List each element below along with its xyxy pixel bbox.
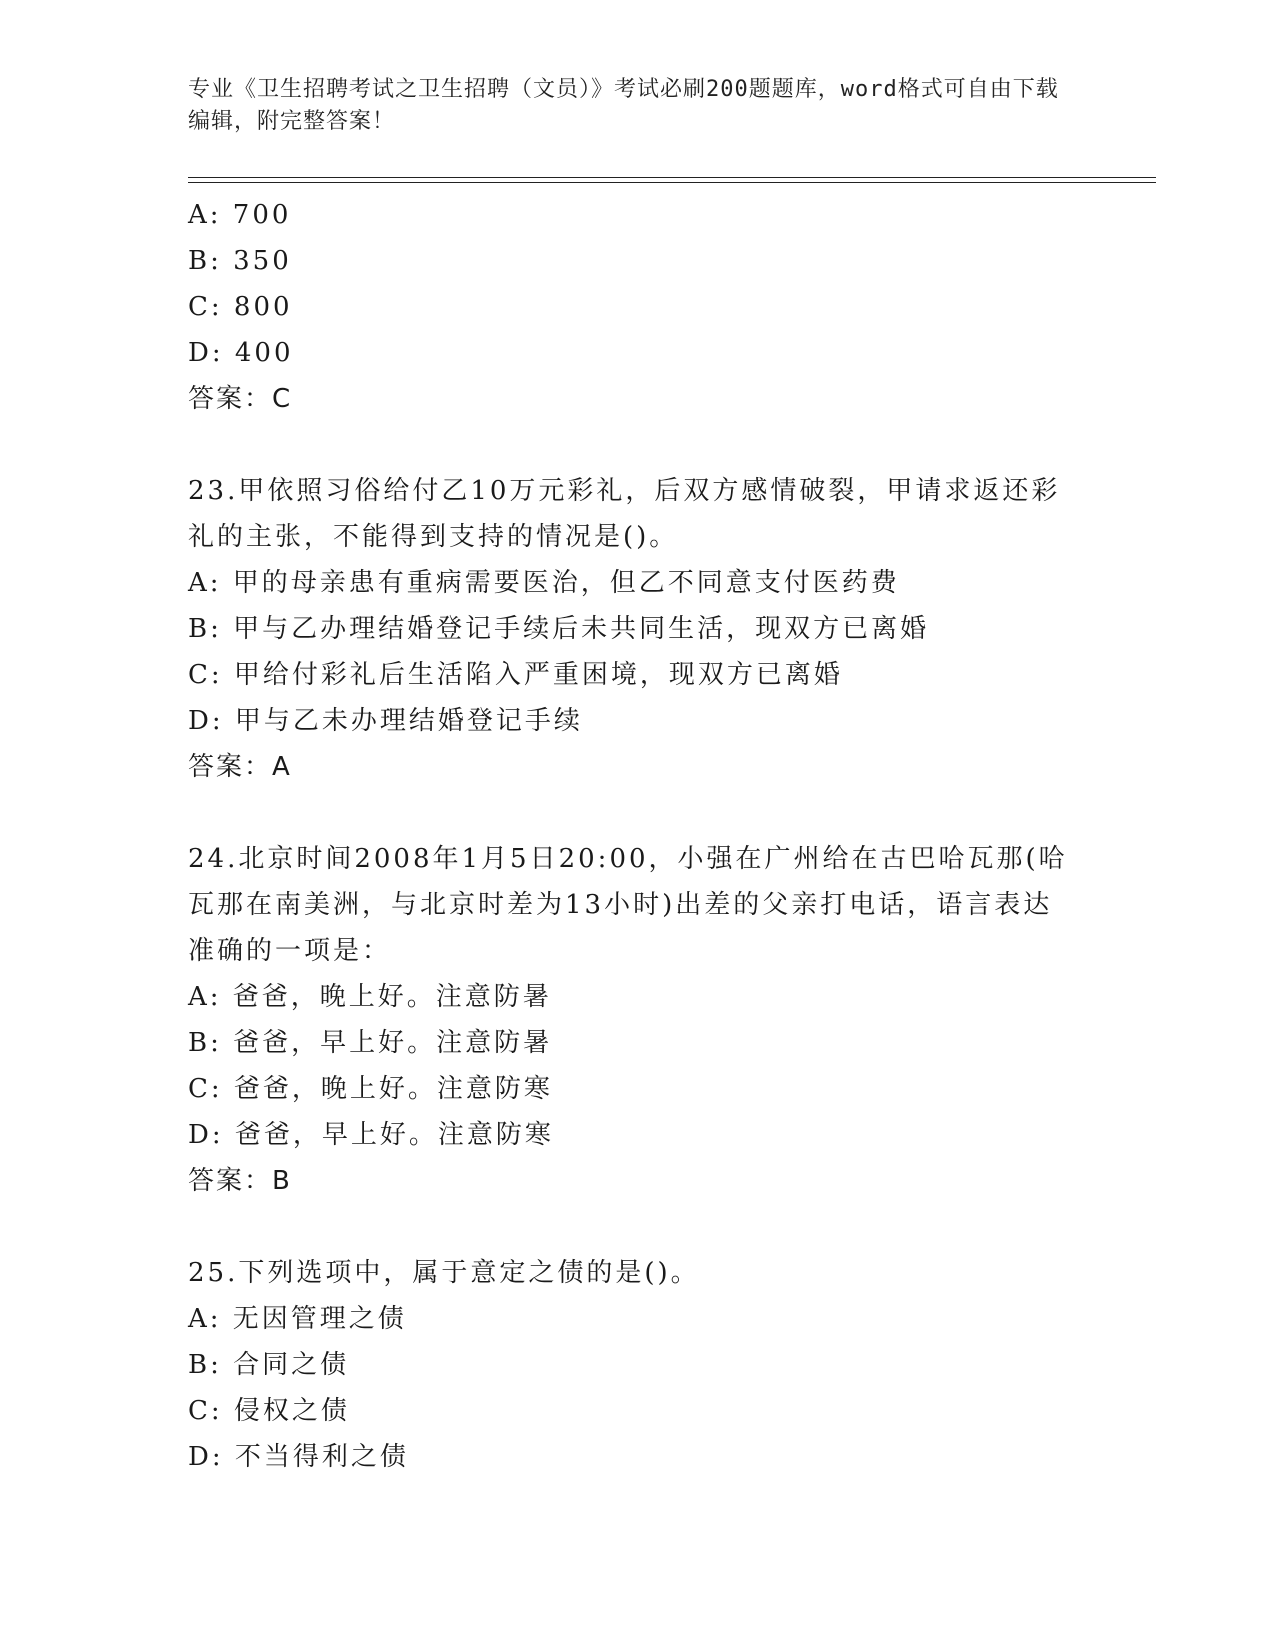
spacer (188, 422, 1068, 468)
option-d: D: 甲与乙未办理结婚登记手续 (188, 706, 583, 736)
question-25 (188, 1250, 1068, 1480)
answer: 答案：B (188, 1166, 292, 1196)
option-b: B: 爸爸，早上好。注意防暑 (188, 1028, 553, 1058)
option-a: A: 爸爸，晚上好。注意防暑 (188, 982, 552, 1012)
option-c: C: 甲给付彩礼后生活陷入严重困境，现双方已离婚 (188, 660, 843, 690)
option-c: C: 侵权之债 (188, 1396, 350, 1426)
document-header: 专业《卫生招聘考试之卫生招聘（文员）》考试必刷200题题库，word格式可自由下载编辑，附完整答案！ (188, 77, 1059, 134)
spacer (188, 790, 1068, 836)
answer: 答案：C (188, 384, 293, 414)
question-content (188, 192, 1068, 1480)
answer: 答案：A (188, 752, 292, 782)
question-24 (188, 836, 1068, 1204)
option-b: B: 甲与乙办理结婚登记手续后未共同生活，现双方已离婚 (188, 614, 930, 644)
question-23 (188, 468, 1068, 790)
header-divider-top (188, 177, 1156, 178)
option-a: A: 700 (188, 200, 292, 230)
option-d: D: 不当得利之债 (188, 1442, 409, 1472)
option-b: B: 合同之债 (188, 1350, 350, 1380)
option-c: C: 800 (188, 292, 293, 322)
question-text: 24.北京时间2008年1月5日20:00，小强在广州给在古巴哈瓦那(哈瓦那在南美洲，与北京时差为13小时)出差的父亲打电话，语言表达准确的一项是： (188, 844, 1068, 966)
question-22 (188, 192, 1068, 422)
option-b: B: 350 (188, 246, 292, 276)
header-divider-bottom (188, 182, 1156, 183)
option-d: D: 爸爸，早上好。注意防寒 (188, 1120, 554, 1150)
option-d: D: 400 (188, 338, 294, 368)
option-a: A: 无因管理之债 (188, 1304, 407, 1334)
spacer (188, 1204, 1068, 1250)
question-text: 23.甲依照习俗给付乙10万元彩礼，后双方感情破裂，甲请求返还彩礼的主张，不能得到支持的情况是()。 (188, 476, 1061, 552)
option-c: C: 爸爸，晚上好。注意防寒 (188, 1074, 553, 1104)
question-text: 25.下列选项中，属于意定之债的是()。 (188, 1258, 700, 1288)
option-a: A: 甲的母亲患有重病需要医治，但乙不同意支付医药费 (188, 568, 900, 598)
